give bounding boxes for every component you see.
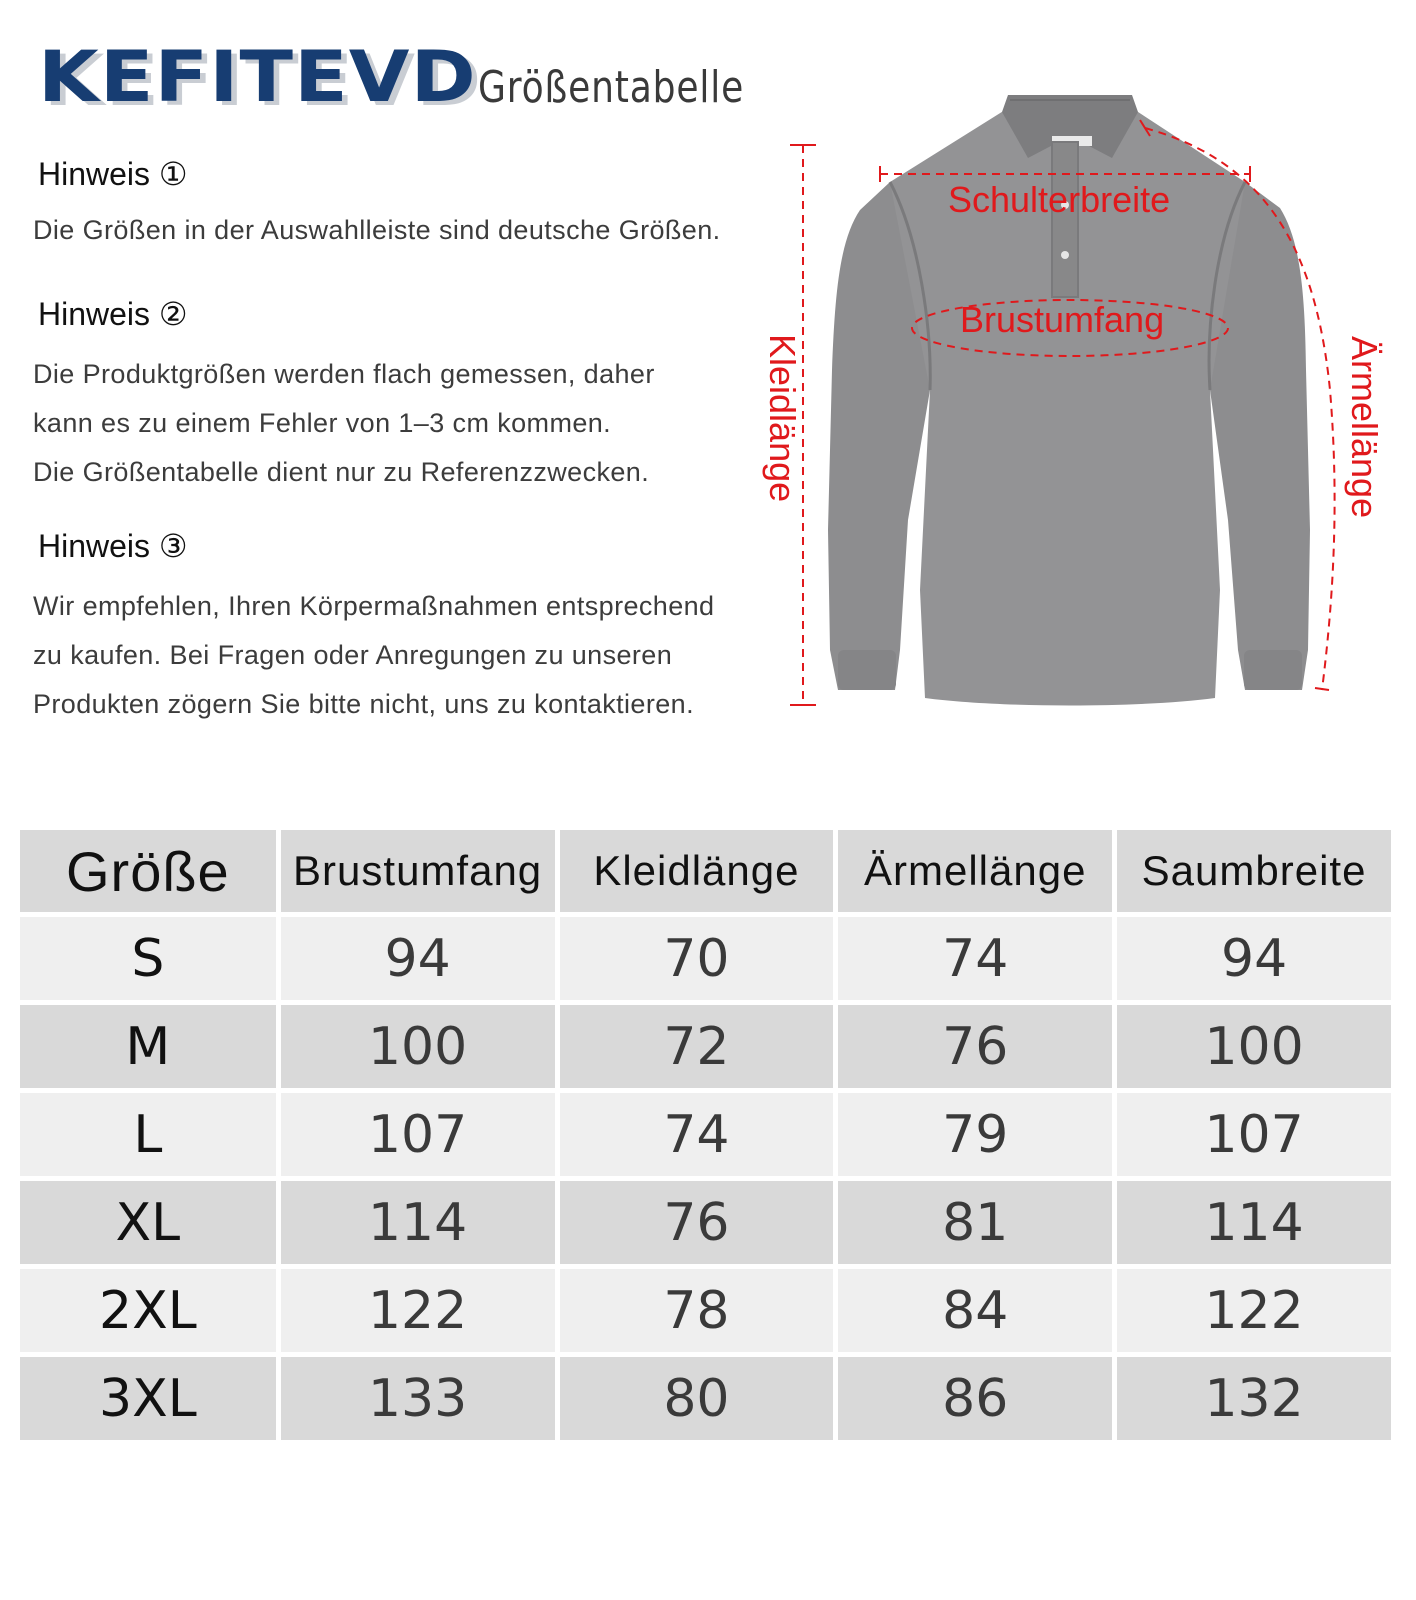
left-cuff [838, 650, 896, 690]
size-table [15, 825, 1396, 1445]
length-cell: 78 [560, 1269, 834, 1352]
note-2-line-1: Die Produktgrößen werden flach gemessen, daher [33, 359, 655, 389]
header-hem: Saumbreite [1117, 830, 1391, 912]
note-2-line-2: kann es zu einem Fehler von 1–3 cm kommen. [33, 408, 612, 438]
right-cuff [1244, 650, 1302, 690]
length-cell: 76 [560, 1181, 834, 1264]
length-cell: 80 [560, 1357, 834, 1440]
hem-cell: 107 [1117, 1093, 1391, 1176]
brand-logo: KEFITEVD [38, 36, 477, 118]
chest-cell: 107 [281, 1093, 555, 1176]
shirt-measurement-diagram [740, 90, 1416, 740]
sleeve-cell: 84 [838, 1269, 1112, 1352]
note-3-line-1: Wir empfehlen, Ihren Körpermaßnahmen entsprechend [33, 591, 715, 621]
note-1-line-1: Die Größen in der Auswahlleiste sind deutsche Größen. [33, 215, 721, 245]
header-size: Größe [20, 830, 276, 912]
header-chest: Brustumfang [281, 830, 555, 912]
hem-cell: 132 [1117, 1357, 1391, 1440]
note-3-line-3: Produkten zögern Sie bitte nicht, uns zu kontaktieren. [33, 689, 694, 719]
hem-cell: 114 [1117, 1181, 1391, 1264]
note-text-3 [33, 582, 714, 729]
note-3-line-2: zu kaufen. Bei Fragen oder Anregungen zu unseren [33, 640, 673, 670]
label-chest: Brustumfang [960, 299, 1165, 340]
chest-cell: 114 [281, 1181, 555, 1264]
note-text-1 [33, 206, 721, 255]
size-cell: 2XL [20, 1269, 276, 1352]
chest-cell: 133 [281, 1357, 555, 1440]
size-cell: L [20, 1093, 276, 1176]
sleeve-cell: 86 [838, 1357, 1112, 1440]
sleeve-cell: 74 [838, 917, 1112, 1000]
sleeve-cell: 81 [838, 1181, 1112, 1264]
length-cell: 70 [560, 917, 834, 1000]
header-length: Kleidlänge [560, 830, 834, 912]
length-cell: 72 [560, 1005, 834, 1088]
hem-cell: 100 [1117, 1005, 1391, 1088]
note-2-line-3: Die Größentabelle dient nur zu Referenzzwecken. [33, 457, 650, 487]
label-shoulder-width: Schulterbreite [948, 179, 1171, 220]
chest-cell: 122 [281, 1269, 555, 1352]
header-sleeve: Ärmellänge [838, 830, 1112, 912]
page-title: Größentabelle [478, 62, 745, 113]
table-row [20, 1269, 1391, 1352]
label-sleeve-length: Ärmellänge [1344, 336, 1385, 519]
hem-cell: 94 [1117, 917, 1391, 1000]
size-cell: S [20, 917, 276, 1000]
size-cell: M [20, 1005, 276, 1088]
label-shirt-length: Kleidlänge [762, 334, 803, 503]
note-text-2 [33, 350, 655, 497]
note-title-1: Hinweis ① [38, 156, 188, 192]
chest-cell: 100 [281, 1005, 555, 1088]
note-title-3: Hinweis ③ [38, 528, 188, 564]
table-row [20, 1005, 1391, 1088]
size-cell: 3XL [20, 1357, 276, 1440]
size-cell: XL [20, 1181, 276, 1264]
table-row [20, 1181, 1391, 1264]
button-2 [1061, 251, 1069, 259]
table-row [20, 917, 1391, 1000]
chest-cell: 94 [281, 917, 555, 1000]
note-title-2: Hinweis ② [38, 296, 188, 332]
table-row [20, 1357, 1391, 1440]
table-row [20, 1093, 1391, 1176]
sleeve-cell: 79 [838, 1093, 1112, 1176]
table-header-row [20, 830, 1391, 912]
hem-cell: 122 [1117, 1269, 1391, 1352]
length-cell: 74 [560, 1093, 834, 1176]
sleeve-cell: 76 [838, 1005, 1112, 1088]
